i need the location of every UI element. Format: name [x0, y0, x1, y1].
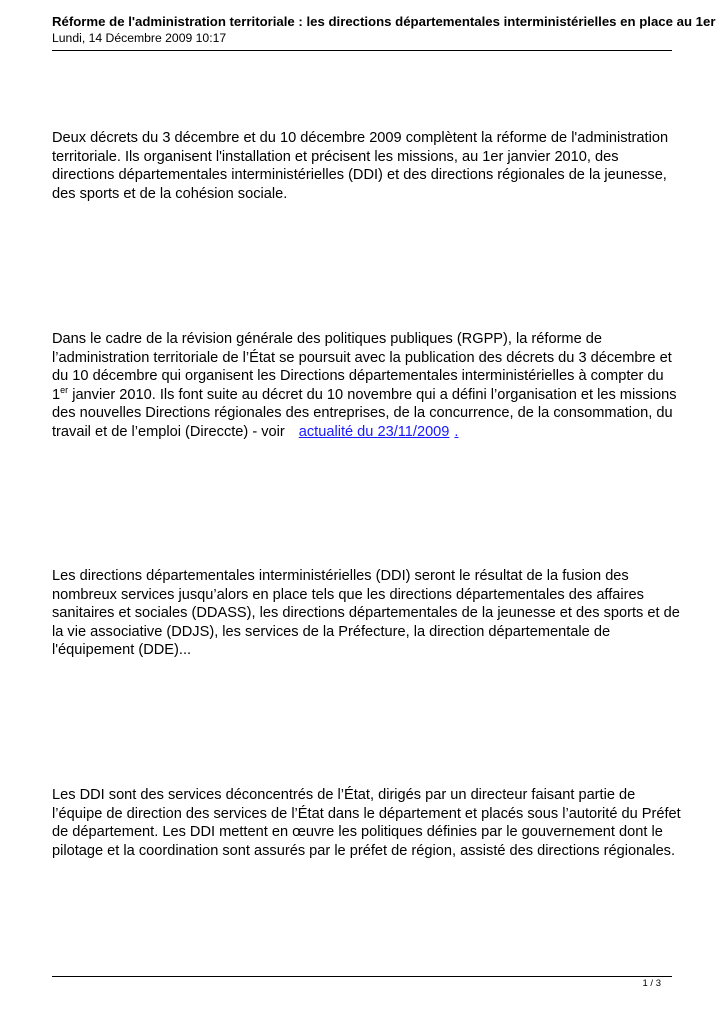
superscript-er: er — [60, 384, 69, 395]
paragraph-4: Les DDI sont des services déconcentrés de l’État, dirigés par un directeur faisant partie de l’équipe de direction des services de l’État dans le département et placés sous l’autorité du Préfet de département. Les DDI mettent en œuvre les politiques définies par le gouvernement dont le pilotage et la coordination sont assurés par le préfet de région, assisté des directions régionales. — [52, 787, 681, 859]
page-header — [52, 14, 725, 46]
header-divider — [52, 50, 672, 51]
page-number: 1 / 3 — [642, 978, 661, 989]
paragraph-1: Deux décrets du 3 décembre et du 10 décembre 2009 complètent la réforme de l'administration territoriale. Ils organisent l'installation et précisent les missions, au 1er janvier 2010, des directions départementales interministérielles (DDI) et des directions régionales de la jeunesse, des sports et de la cohésion sociale. — [52, 130, 669, 202]
article-title: Réforme de l'administration territoriale : les directions départementales interministérielles en place au 1er — [52, 14, 716, 29]
link-period[interactable]: . — [454, 423, 459, 440]
article-date: Lundi, 14 Décembre 2009 10:17 — [52, 31, 227, 45]
paragraph-2 — [52, 330, 682, 442]
paragraph-3: Les directions départementales interministérielles (DDI) seront le résultat de la fusion des nombreux services jusqu’alors en place tels que les directions départementales des affaires sanitaires et sociales (DDASS), les directions départementales de la jeunesse et des sports et de la vie associative (DDJS), les services de la Préfecture, la direction départementale de l'équipement (DDE)... — [52, 568, 680, 659]
paragraph-2-text-end: janvier 2010. Ils font suite au décret du 10 novembre qui a défini l’organisation et les missions des nouvelles Directions régionales des entreprises, de la concurrence, de la consommation, du travail et de l’emploi (Direccte) - voir — [52, 386, 677, 440]
footer-divider — [52, 976, 672, 977]
paragraph-2-text-start: Dans le cadre de la révision générale des politiques publiques (RGPP), la réforme de l’administration territoriale de l’État se poursuit avec la publication des décrets du 3 décembre et du 10 décembre qui organisent les Directions départementales interministérielles à compter du 1 — [52, 331, 672, 403]
actualite-link[interactable]: actualité du 23/11/2009 — [298, 423, 450, 440]
